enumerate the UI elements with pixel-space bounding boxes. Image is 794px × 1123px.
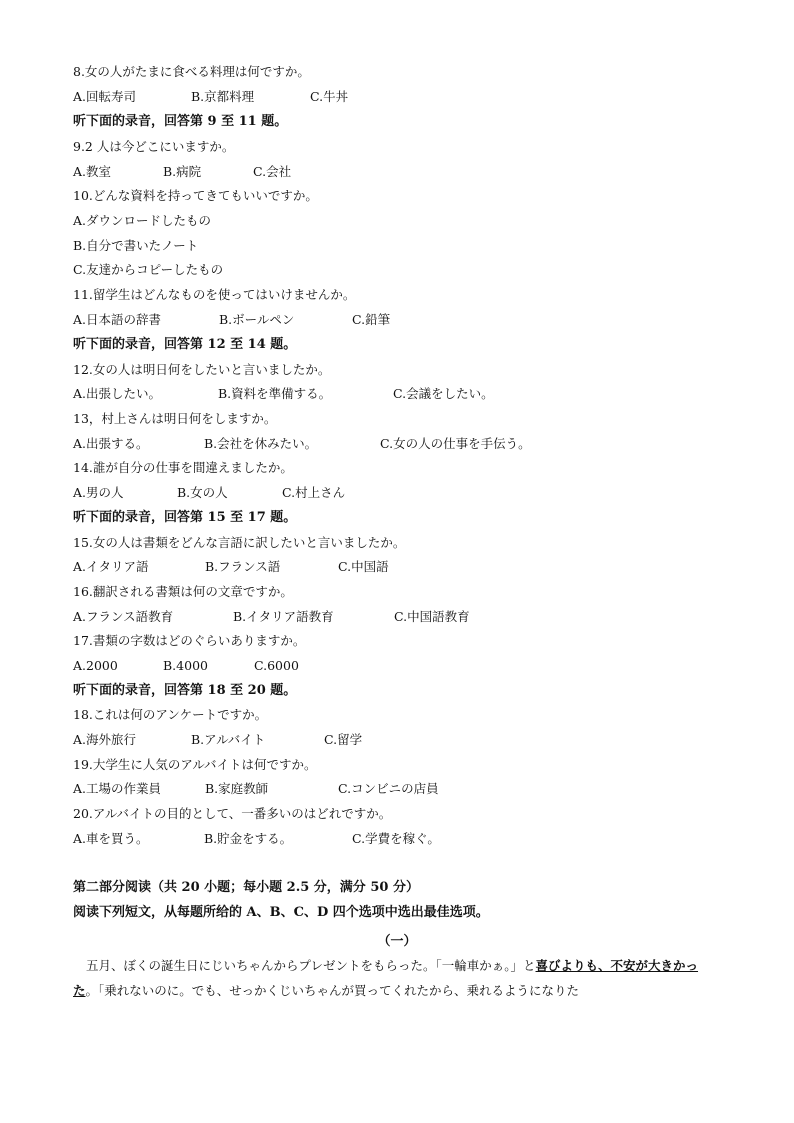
option-b: B.京都料理: [191, 89, 255, 104]
option-c: C.会議をしたい。: [393, 386, 494, 401]
option-c: C.留学: [324, 732, 363, 747]
question-18: 18.これは何のアンケートですか。: [73, 707, 268, 722]
section-heading: 听下面的录音，回答第 18 至 20 题。: [73, 683, 297, 698]
section-heading: 听下面的录音，回答第 9 至 11 题。: [73, 114, 288, 129]
question-16: 16.翻訳される書類は何の文章ですか。: [73, 584, 293, 599]
option-c: C.会社: [253, 164, 292, 179]
section-heading: 听下面的录音，回答第 15 至 17 题。: [73, 510, 297, 525]
question-14: 14.誰が自分の仕事を間違えましたか。: [73, 460, 293, 475]
option-a: A.海外旅行: [73, 732, 137, 747]
option-a: A.男の人: [73, 485, 124, 500]
option-b: B.アルバイト: [191, 732, 266, 747]
option-c: C.学費を稼ぐ。: [352, 831, 440, 846]
option-a: A.フランス語教育: [73, 609, 174, 624]
option-c: C.村上さん: [282, 485, 346, 500]
option-a: A.出張したい。: [73, 386, 162, 401]
option-b: B.4000: [163, 658, 208, 673]
option-a: A.2000: [73, 658, 118, 673]
passage-number: （一）: [377, 934, 417, 949]
option-b: B.イタリア語教育: [233, 609, 334, 624]
passage-text: 五月、ぼくの誕生日にじいちゃんからプレゼントをもらった。「一輪車かぁ。」と: [86, 958, 536, 973]
option-b: B.フランス語: [205, 559, 281, 574]
option-a: A.出張する。: [73, 436, 149, 451]
option-a: A.回転寿司: [73, 89, 137, 104]
option-b: B.家庭教師: [205, 781, 269, 796]
question-10: 10.どんな資料を持ってきてもいいですか。: [73, 188, 318, 203]
option-b: B.ボールペン: [219, 312, 295, 327]
underlined-phrase: 喜びよりも、不安が大きかった: [73, 958, 699, 998]
option-c: C.コンビニの店員: [338, 781, 439, 796]
passage-paragraph: [73, 953, 723, 1003]
option-c: C.6000: [254, 658, 299, 673]
question-9: 9.2 人は今どこにいますか。: [73, 139, 235, 154]
option-b: B.貯金をする。: [204, 831, 293, 846]
option-c: C.女の人の仕事を手伝う。: [380, 436, 531, 451]
option-a: A.教室: [73, 164, 112, 179]
option-c: C.中国語: [338, 559, 389, 574]
section-heading: 听下面的录音，回答第 12 至 14 题。: [73, 337, 297, 352]
part-two-title: 第二部分阅读（共 20 小题；每小题 2.5 分，满分 50 分）: [73, 880, 419, 895]
question-15: 15.女の人は書類をどんな言語に訳したいと言いましたか。: [73, 535, 406, 550]
option-c: C.鉛筆: [352, 312, 391, 327]
option-b: B.資料を準備する。: [218, 386, 332, 401]
question-12: 12.女の人は明日何をしたいと言いましたか。: [73, 362, 331, 377]
question-13: 13，村上さんは明日何をしますか。: [73, 411, 277, 426]
option-a: A.工場の作業員: [73, 781, 162, 796]
option-a: A.車を買う。: [73, 831, 149, 846]
option-a: A.ダウンロードしたもの: [73, 213, 212, 228]
passage-text-continued: 。「乗れないのに。でも、せっかくじいちゃんが買ってくれたから、乗れるようになりた: [85, 983, 580, 998]
option-b: B.自分で書いたノート: [73, 238, 199, 253]
option-c: C.中国語教育: [394, 609, 470, 624]
option-c: C.牛丼: [310, 89, 349, 104]
option-b: B.女の人: [177, 485, 228, 500]
option-a: A.イタリア語: [73, 559, 149, 574]
option-b: B.病院: [163, 164, 202, 179]
option-a: A.日本語の辞書: [73, 312, 162, 327]
option-c: C.友達からコピーしたもの: [73, 262, 224, 277]
option-b: B.会社を休みたい。: [204, 436, 318, 451]
part-two-instruction: 阅读下列短文，从每题所给的 A、B、C、D 四个选项中选出最佳选项。: [73, 905, 489, 920]
question-17: 17.書類の字数はどのぐらいありますか。: [73, 633, 306, 648]
question-19: 19.大学生に人気のアルバイトは何ですか。: [73, 757, 317, 772]
question-20: 20.アルバイトの目的として、一番多いのはどれですか。: [73, 806, 392, 821]
question-8: 8.女の人がたまに食べる料理は何ですか。: [73, 64, 310, 79]
question-11: 11.留学生はどんなものを使ってはいけませんか。: [73, 287, 356, 302]
